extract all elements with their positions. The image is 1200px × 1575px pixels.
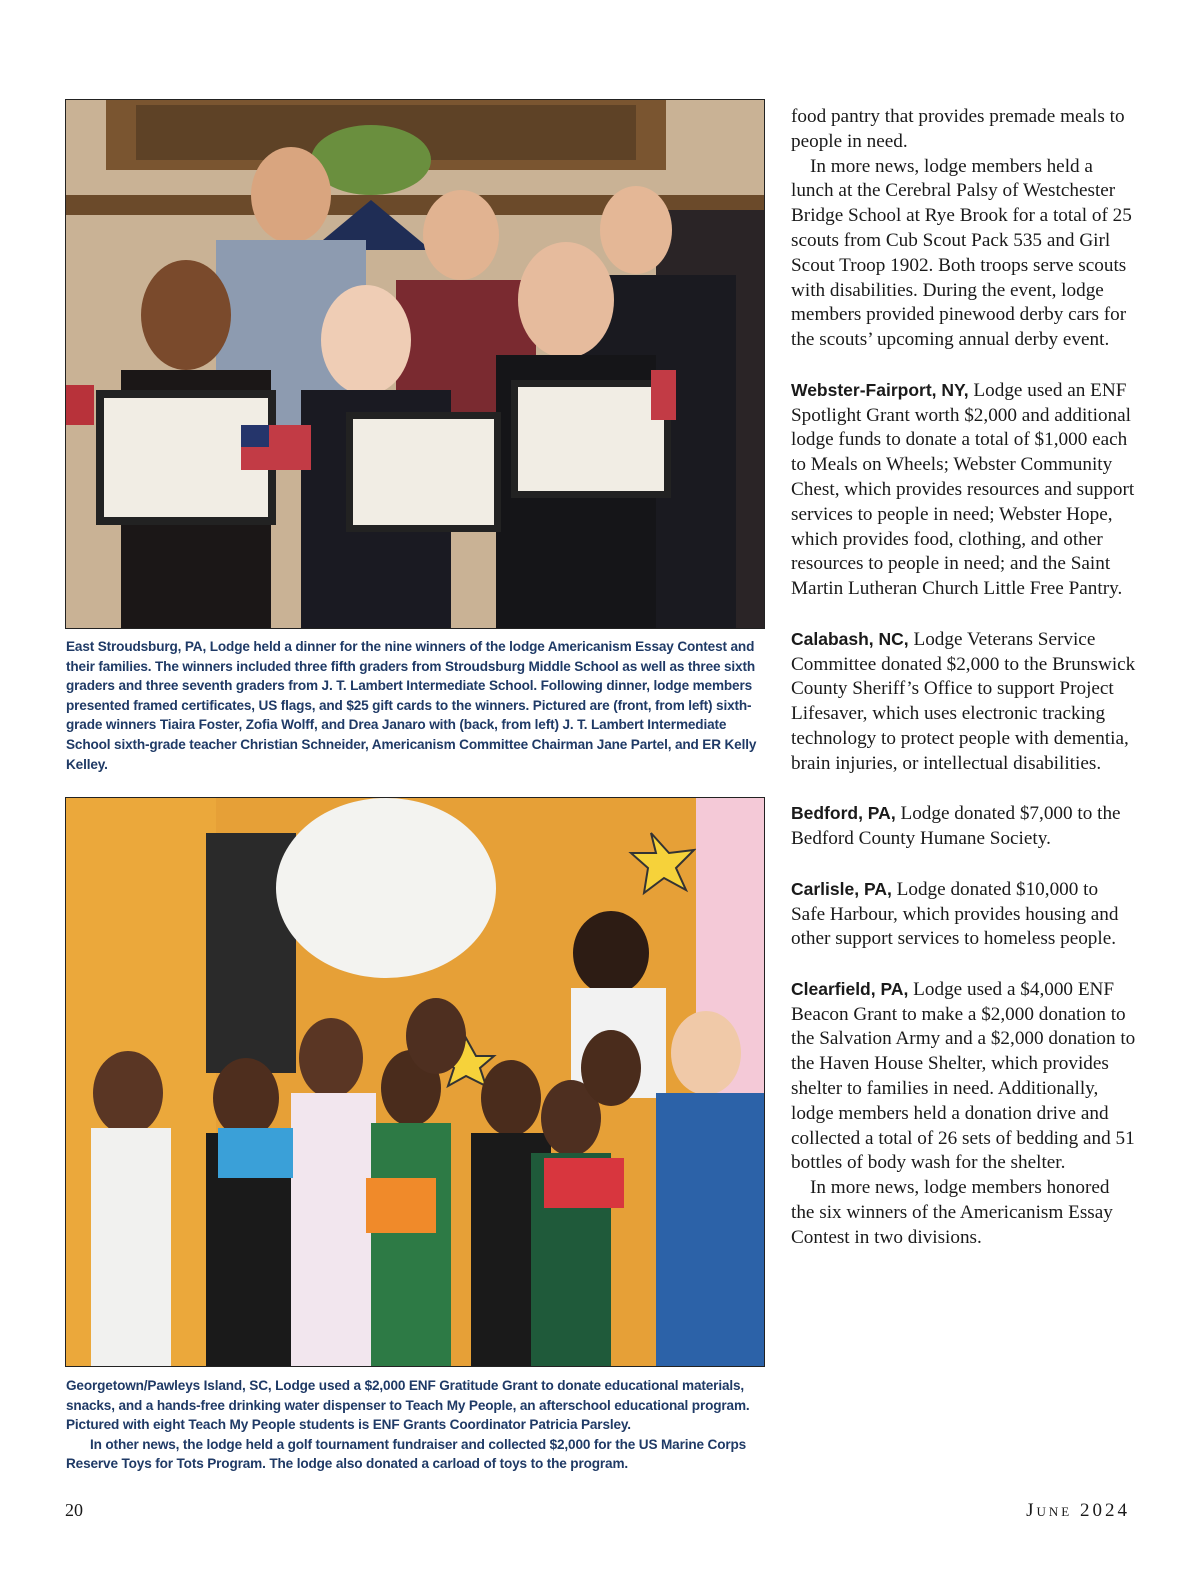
lodge-place-name: Calabash, NC, [791, 628, 909, 649]
lodge-place-name: Carlisle, PA, [791, 878, 892, 899]
paragraph-clearfield [791, 977, 1136, 1176]
paragraph-carlisle [791, 877, 1136, 952]
lodge-place-name: Webster-Fairport, NY, [791, 379, 969, 400]
paragraph-essay-contest: In more news, lodge members honored the six winners of the Americanism Essay Contest in two divisions. [791, 1177, 1113, 1248]
paragraph-calabash [791, 627, 1136, 777]
photo-east-stroudsburg-winners [65, 99, 765, 629]
article-column [791, 105, 1136, 1251]
caption-lead-place: Georgetown/Pawleys Island, SC, [66, 1378, 272, 1393]
lodge-place-name: Clearfield, PA, [791, 978, 909, 999]
caption-lead-place: East Stroudsburg, PA, [66, 639, 207, 654]
caption-text: Lodge used a $2,000 ENF Gratitude Grant to donate educational materials, snacks, and a hands-free drinking water dispenser to Teach My People, an afterschool educational program. Pictured with eight Teach My People students is ENF Grants Coordinator Patricia Parsley. [66, 1378, 750, 1433]
paragraph-food-pantry: food pantry that provides premade meals to people in need. [791, 106, 1125, 152]
caption-text-more: In other news, the lodge held a golf tournament fundraiser and collected $2,000 for the US Marine Corps Reserve Toys for Tots Program. The lodge also donated a carload of toys to the program. [66, 1436, 747, 1472]
caption-text: Lodge held a dinner for the nine winners of the lodge Americanism Essay Contest and their families. The winners included three fifth graders from Stroudsburg Middle School as well as three sixth graders and three seventh graders from J. T. Lambert Intermediate School. Following dinner, lodge members presented framed certificates, US flags, and $25 gift cards to the winners. Pictured are (front, from left) sixth-grade winners Tiaira Foster, Zofia Wolff, and Drea Janaro with (back, from left) J. T. Lambert Intermediate School sixth-grade teacher Christian Schneider, Americanism Committee Chairman Jane Partel, and ER Kelly Kelley. [66, 639, 757, 772]
photo-caption-georgetown [66, 1376, 766, 1474]
paragraph-scouts-lunch: In more news, lodge members held a lunch at the Cerebral Palsy of Westchester Bridge School at Rye Brook for a total of 25 scouts from Cub Scout Pack 535 and Girl Scout Troop 1902. Both troops serve scouts with disabilities. During the event, lodge members provided pinewood derby cars for the scouts’ upcoming annual derby event. [791, 155, 1132, 351]
paragraph-webster-fairport [791, 378, 1136, 602]
photo-georgetown-students [65, 797, 765, 1367]
issue-date: June 2024 [1026, 1500, 1130, 1521]
paragraph-text: Lodge donated $10,000 to Safe Harbour, which provides housing and other support services to homeless people. [791, 878, 1119, 950]
paragraph-text: Lodge used an ENF Spotlight Grant worth $2,000 and additional lodge funds to donate a total of $1,000 each to Meals on Wheels; Webster Community Chest, which provides resources and support services to people in need; Webster Hope, which provides food, clothing, and other resources to people in need; and the Saint Martin Lutheran Church Little Free Pantry. [791, 379, 1135, 600]
page-number: 20 [65, 1500, 83, 1520]
paragraph-text: Lodge Veterans Service Committee donated $2,000 to the Brunswick County Sheriff’s Office to support Project Lifesaver, which uses electronic tracking technology to protect people with dementia, brain injuries, or intellectual disabilities. [791, 628, 1136, 774]
photo-georgetown-illustration [66, 798, 765, 1367]
lodge-place-name: Bedford, PA, [791, 803, 896, 824]
photo-east-stroudsburg-illustration [66, 100, 765, 629]
paragraph-bedford [791, 801, 1136, 852]
photo-caption-east-stroudsburg [66, 637, 766, 774]
paragraph-text: Lodge donated $7,000 to the Bedford County Humane Society. [791, 803, 1121, 850]
paragraph-text: Lodge used a $4,000 ENF Beacon Grant to make a $2,000 donation to the Salvation Army and a $2,000 donation to the Haven House Shelter, which provides shelter to families in need. Additionally, lodge members held a donation drive and collected a total of 26 sets of bedding and 51 bottles of body wash for the shelter. [791, 978, 1136, 1174]
